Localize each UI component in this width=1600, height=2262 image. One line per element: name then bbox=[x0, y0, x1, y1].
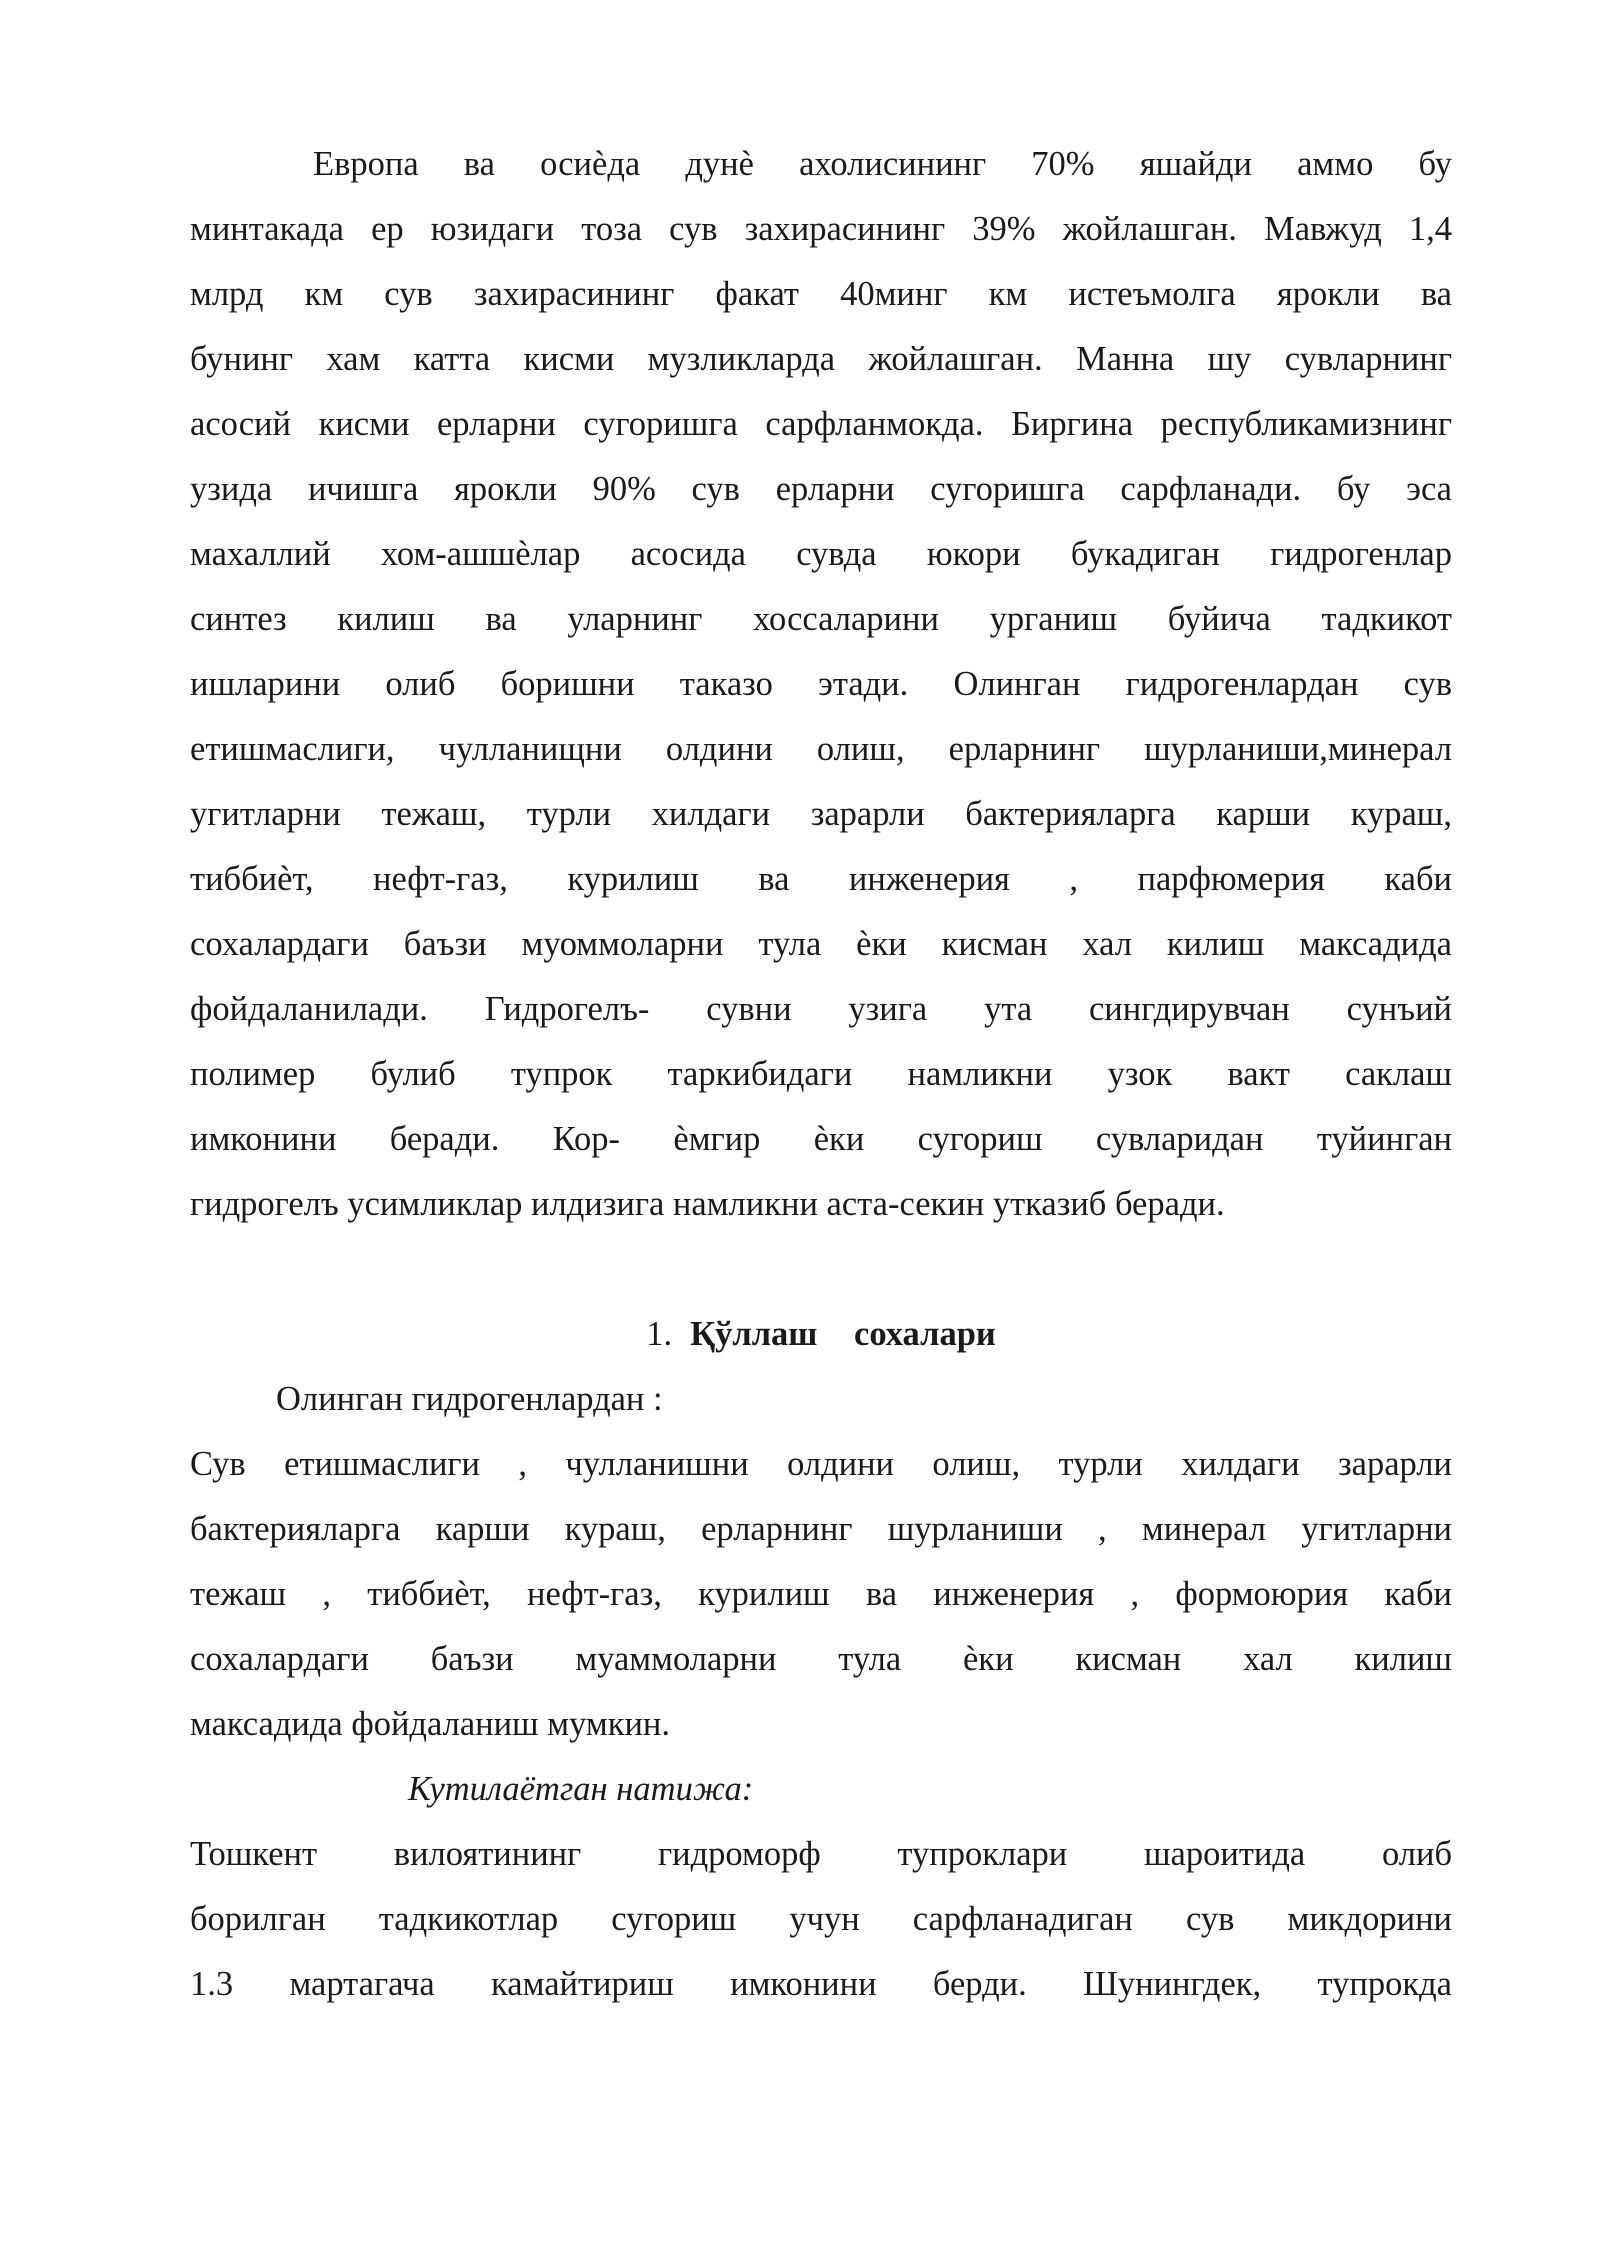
paragraph-line: махаллий хом-ашшѐлар асосида сувда юкори букадиган гидрогенлар bbox=[190, 535, 1452, 573]
section-title: Қўллаш сохалари bbox=[690, 1315, 996, 1353]
paragraph-line: сохалардаги баъзи муоммоларни тула ѐки кисман хал килиш максадида bbox=[190, 925, 1452, 963]
paragraph-line: ишларини олиб боришни таказо этади. Олинган гидрогенлардан сув bbox=[190, 665, 1452, 703]
paragraph-line: узида ичишга ярокли 90% сув ерларни сугоришга сарфланади. бу эса bbox=[190, 470, 1452, 508]
paragraph-line: Сув етишмаслиги , чулланишни олдини олиш, турли хилдаги зарарли bbox=[190, 1445, 1452, 1483]
paragraph-line: гидрогелъ усимликлар илдизига намликни аста-секин утказиб беради. bbox=[190, 1185, 1225, 1223]
paragraph-line: синтез килиш ва уларнинг хоссаларини урганиш буйича тадкикот bbox=[190, 600, 1452, 638]
section-heading bbox=[190, 1309, 1452, 1359]
paragraph-line: имконини беради. Кор- ѐмгир ѐки сугориш сувларидан туйинган bbox=[190, 1120, 1452, 1158]
paragraph-line: тиббиѐт, нефт-газ, курилиш ва инженерия , парфюмерия каби bbox=[190, 860, 1452, 898]
paragraph-line: сохалардаги баъзи муаммоларни тула ѐки кисман хал килиш bbox=[190, 1640, 1452, 1678]
paragraph-line: Европа ва осиѐда дунѐ ахолисининг 70% яшайди аммо бу bbox=[313, 145, 1452, 183]
subheading: Олинган гидрогенлардан : bbox=[276, 1380, 663, 1418]
paragraph-line: млрд км сув захирасининг факат 40минг км истеъмолга ярокли ва bbox=[190, 275, 1452, 313]
paragraph-line: фойдаланилади. Гидрогелъ- сувни узига ута сингдирувчан сунъий bbox=[190, 990, 1452, 1028]
paragraph-line: бунинг хам катта кисми музликларда жойлашган. Манна шу сувларнинг bbox=[190, 340, 1452, 378]
paragraph-line: 1.3 мартагача камайтириш имконини берди. Шунингдек, тупрокда bbox=[190, 1965, 1452, 2003]
paragraph-line: максадида фойдаланиш мумкин. bbox=[190, 1705, 671, 1743]
paragraph-line: угитларни тежаш, турли хилдаги зарарли бактерияларга карши кураш, bbox=[190, 795, 1452, 833]
paragraph-line: борилган тадкикотлар сугориш учун сарфланадиган сув микдорини bbox=[190, 1900, 1452, 1938]
paragraph-line: минтакада ер юзидаги тоза сув захирасининг 39% жойлашган. Мавжуд 1,4 bbox=[190, 210, 1452, 248]
paragraph-line: тежаш , тиббиѐт, нефт-газ, курилиш ва инженерия , формоюрия каби bbox=[190, 1575, 1452, 1613]
paragraph-line: Тошкент вилоятининг гидроморф тупроклари шароитида олиб bbox=[190, 1835, 1452, 1873]
paragraph-line: полимер булиб тупрок таркибидаги намликни узок вакт саклаш bbox=[190, 1055, 1452, 1093]
section-number: 1. bbox=[646, 1315, 673, 1353]
paragraph-line: етишмаслиги, чулланищни олдини олиш, ерларнинг шурланиши,минерал bbox=[190, 730, 1452, 768]
paragraph-line: бактерияларга карши кураш, ерларнинг шурланиши , минерал угитларни bbox=[190, 1510, 1452, 1548]
result-label: Кутилаётган натижа: bbox=[408, 1770, 754, 1808]
paragraph-line: асосий кисми ерларни сугоришга сарфланмокда. Биргина республикамизнинг bbox=[190, 405, 1452, 443]
